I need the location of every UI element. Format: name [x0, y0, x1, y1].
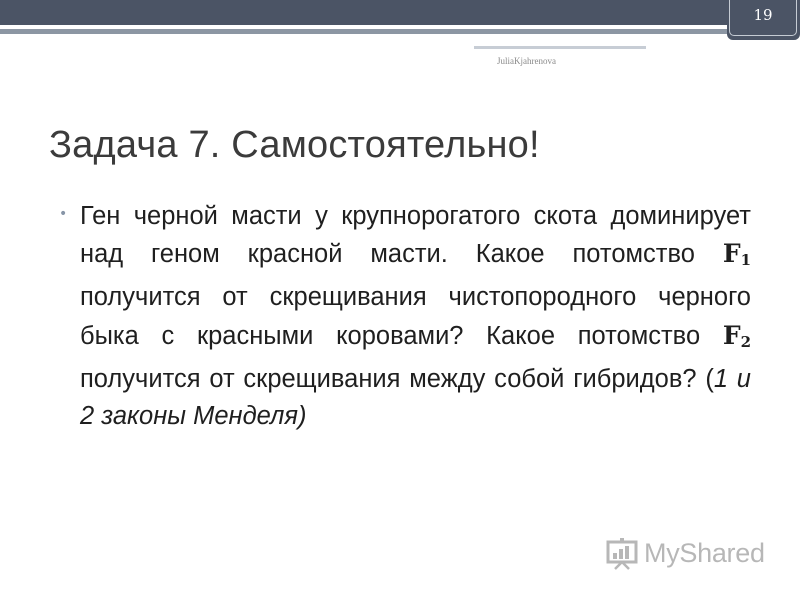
task-text: [80, 198, 751, 435]
presentation-board-icon: [606, 536, 640, 570]
page-number: 19: [753, 6, 773, 24]
generation-f1-letter: F: [722, 239, 741, 269]
task-text-part1: Ген черной масти у крупнорогатого скота доминирует над геном красной масти. Какое потомство: [80, 202, 751, 269]
slide-title: Задача 7. Самостоятельно!: [49, 124, 540, 166]
myshared-watermark: [606, 535, 765, 571]
header-underline: [0, 29, 800, 34]
decorative-rule: [474, 46, 646, 49]
author-label: JuliaKjahrenova: [497, 56, 556, 66]
watermark-text: MyShared: [644, 537, 765, 568]
generation-f1-index: 1: [740, 251, 751, 270]
generation-f2-letter: F: [722, 320, 741, 350]
header-bar: [0, 0, 800, 25]
mendel-laws-reference: 1 и 2 законы Менделя): [80, 364, 751, 431]
task-text-part2: получится от скрещивания чистопородного черного быка с красными коровами? Какое потомство: [80, 283, 751, 350]
task-text-part3: получится от скрещивания между собой гибридов? (: [80, 364, 714, 393]
bullet-marker: •: [59, 206, 68, 222]
generation-f2-index: 2: [740, 332, 751, 351]
